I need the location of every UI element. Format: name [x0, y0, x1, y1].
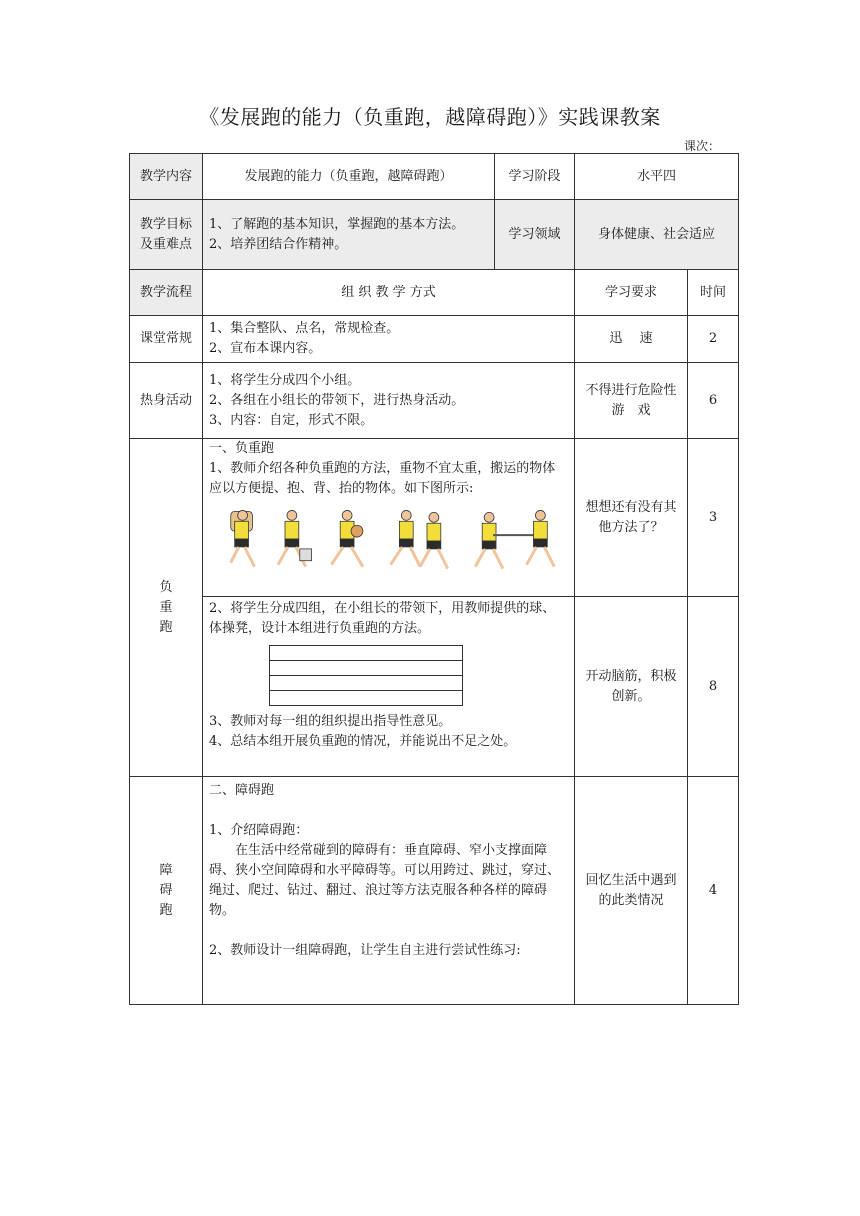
obstacle-run-requirement-cell	[575, 777, 688, 1005]
weighted-run-heading: 一、负重跑	[209, 441, 275, 456]
obstacle-run-label-char: 跑	[159, 902, 173, 918]
time-header: 时间	[700, 284, 727, 300]
stage-value-cell	[575, 154, 739, 200]
weighted-run-step3: 3、教师对每一组的组织提出指导性意见。	[209, 714, 452, 729]
routine-content-cell	[203, 316, 575, 363]
routine-label-cell	[130, 316, 203, 363]
warmup-line: 2、各组在小组长的带领下，进行热身活动。	[209, 392, 465, 408]
stage-label: 学习阶段	[508, 168, 561, 184]
routine-requirement-cell	[575, 316, 688, 363]
weighted-run-step2: 2、将学生分成四组，在小组长的带领下，用教师提供的球、体操凳，设计本组进行负重跑的方法。	[209, 601, 556, 636]
warmup-time: 6	[708, 392, 718, 408]
domain-value-cell	[575, 200, 739, 270]
weighted-run-label-char: 跑	[159, 619, 173, 635]
bench-row	[270, 661, 463, 676]
weighted-run-time2-cell	[688, 597, 739, 777]
requirement-header-cell	[575, 270, 688, 316]
weighted-run-time1-cell	[688, 439, 739, 597]
bench-diagram	[269, 645, 463, 706]
page-title: 《发展跑的能力（负重跑，越障碍跑）》实践课教案	[199, 105, 661, 129]
warmup-time-cell	[688, 363, 739, 439]
flow-label: 教学流程	[139, 284, 192, 300]
weighted-run-step4: 4、总结本组开展负重跑的情况，并能说出不足之处。	[209, 734, 517, 749]
routine-line: 1、集合整队、点名，常规检查。	[209, 321, 400, 336]
method-header-cell	[203, 270, 575, 316]
weighted-run-label-char: 负	[159, 579, 173, 595]
bench-row	[270, 646, 463, 661]
bench-row	[270, 676, 463, 691]
weighted-run-part1-cell	[203, 439, 575, 597]
warmup-label: 热身活动	[139, 392, 192, 408]
weighted-run-part2-cell	[203, 597, 575, 777]
routine-line: 2、宣布本课内容。	[209, 341, 322, 356]
weighted-run-requirement1-cell	[575, 439, 688, 597]
goal-item: 2、培养团结合作精神。	[209, 236, 348, 252]
domain-label: 学习领域	[508, 226, 561, 242]
obstacle-run-label-char: 碍	[159, 882, 173, 898]
routine-requirement: 迅 速	[609, 331, 653, 346]
obstacle-run-time-cell	[688, 777, 739, 1005]
weighted-run-time1: 3	[708, 509, 718, 525]
lesson-plan-table	[129, 153, 739, 1005]
obstacle-run-time: 4	[708, 882, 718, 898]
obstacle-run-requirement: 回忆生活中遇到的此类情况	[585, 872, 677, 908]
obstacle-run-intro: 1、介绍障碍跑：	[209, 823, 309, 838]
weighted-run-requirement1: 想想还有没有其他方法了？	[585, 499, 677, 535]
routine-time: 2	[708, 331, 718, 346]
warmup-requirement-cell	[575, 363, 688, 439]
warmup-line: 3、内容：自定，形式不限。	[209, 412, 374, 428]
bench-row	[270, 691, 463, 706]
routine-time-cell	[688, 316, 739, 363]
content-value-cell	[203, 154, 495, 200]
flow-label-cell	[130, 270, 203, 316]
weighted-run-requirement2: 开动脑筋，积极创新。	[585, 668, 677, 704]
goal-item: 1、了解跑的基本知识，掌握跑的基本方法。	[209, 216, 465, 232]
weighted-run-requirement2-cell	[575, 597, 688, 777]
warmup-content-cell	[203, 363, 575, 439]
weighted-run-label-char: 重	[159, 599, 173, 615]
weighted-run-time2: 8	[708, 678, 718, 694]
domain-value: 身体健康、社会适应	[598, 226, 716, 242]
goals-label: 教学目标及重难点	[139, 216, 192, 252]
obstacle-run-label-char: 障	[159, 862, 173, 878]
domain-label-cell	[495, 200, 575, 270]
warmup-requirement: 不得进行危险性 游 戏	[585, 382, 690, 418]
obstacle-run-paragraph: 在生活中经常碰到的障碍有：垂直障碍、窄小支撑面障碍、狭小空间障碍和水平障碍等。可以用跨过、跳过，穿过、绳过、爬过、钻过、翻过、浪过等方法克服各种各样的障碍物。	[209, 843, 561, 918]
requirement-header: 学习要求	[604, 284, 657, 300]
content-value: 发展跑的能力（负重跑，越障碍跑）	[244, 168, 453, 184]
lesson-number-label: 课次：	[684, 139, 721, 153]
content-label-cell	[130, 154, 203, 200]
stage-label-cell	[495, 154, 575, 200]
warmup-line: 1、将学生分成四个小组。	[209, 372, 361, 388]
warmup-label-cell	[130, 363, 203, 439]
method-header: 组 织 教 学 方式	[341, 284, 436, 300]
goals-cell	[203, 200, 495, 270]
obstacle-run-step2: 2、教师设计一组障碍跑，让学生自主进行尝试性练习:	[209, 943, 521, 958]
time-header-cell	[688, 270, 739, 316]
runner-carrying-illustration	[213, 505, 568, 577]
content-label: 教学内容	[139, 168, 192, 184]
stage-value: 水平四	[637, 168, 677, 184]
runner-illustration	[213, 505, 568, 577]
weighted-run-intro: 1、教师介绍各种负重跑的方法，重物不宜太重，搬运的物体应以方便提、抱、背、抬的物体。如下图所示:	[209, 461, 556, 496]
routine-label: 课堂常规	[139, 331, 192, 346]
obstacle-run-content-cell	[203, 777, 575, 1005]
goals-label-cell	[130, 200, 203, 270]
obstacle-run-heading: 二、障碍跑	[209, 783, 275, 798]
weighted-run-label-cell	[130, 439, 203, 777]
obstacle-run-label-cell	[130, 777, 203, 1005]
